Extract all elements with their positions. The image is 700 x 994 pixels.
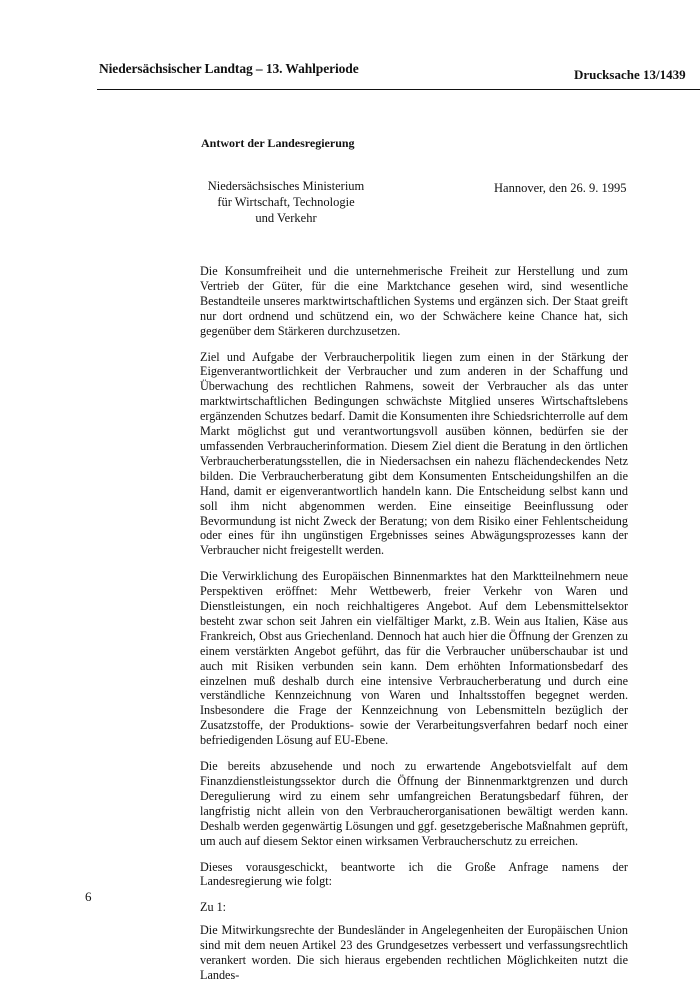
paragraph-5: Dieses vorausgeschickt, beantworte ich die Große Anfrage namens der Landesregierung wie folgt: bbox=[200, 859, 628, 889]
paragraph-3: Die Verwirklichung des Europäischen Binnenmarktes hat den Marktteilnehmern neue Perspektiven eröffnet: Mehr Wettbewerb, freier Verkehr von Waren und Dienstleistungen, ein noch reichhaltigeres Angebot. Auf dem Lebensmittelsektor besteht zwar schon seit Jahren ein vielfältiger Markt, z.B. Wein aus Italien, Käse aus Frankreich, Obst aus Griechenland. Dennoch hat auch hier die Öffnung der Grenzen zu einem verstärkten Angebot geführt, das für die Verbraucher unüberschaubar ist und auch mit Risiken verbunden sein kann. Dem erhöhten Informationsbedarf des einzelnen muß deshalb durch eine intensive Verbraucherberatung und durch eine verständliche Kennzeichnung von Waren und Inhaltsstoffen begegnet werden. Insbesondere die Frage der Kennzeichnung von Lebensmitteln bezüglich der Zusatzstoffe, der Produktions- sowie der Verarbeitungsverfahren bedarf noch einer befriedigenden Lösung auf EU-Ebene. bbox=[200, 569, 628, 748]
section-heading-zu-1: Zu 1: bbox=[200, 900, 227, 915]
paragraph-6: Die Mitwirkungsrechte der Bundesländer in Angelegenheiten der Europäischen Union sind mit dem neuen Artikel 23 des Grundgesetzes verbessert und verfassungsrechtlich verankert worden. Die sich hieraus ergebenden rechtlichen Möglichkeiten nutzt die Landes- bbox=[200, 923, 628, 982]
ministry-line-2: für Wirtschaft, Technologie bbox=[217, 195, 355, 209]
ministry-line-1: Niedersächsisches Ministerium bbox=[207, 179, 365, 193]
document-number: Drucksache 13/1439 bbox=[574, 67, 686, 82]
paragraph-4: Die bereits abzusehende und noch zu erwartende Angebotsvielfalt auf dem Finanzdienstleistungssektor durch die Öffnung der Binnenmarktgrenzen und durch Deregulierung wird zu einem sehr umfangreichen Beratungsbedarf führen, der langfristig nicht allein von den Verbraucherorganisationen bewältigt werden kann. Deshalb werden gegenwärtig Lösungen und ggf. gesetzgeberische Maßnahmen geprüft, um auch auf diesem Sektor einen wirksamen Verbraucherschutz zu erreichen. bbox=[200, 759, 628, 848]
page-number: 6 bbox=[85, 889, 92, 904]
header-divider bbox=[97, 89, 700, 90]
document-header-title: Niedersächsischer Landtag – 13. Wahlperiode bbox=[99, 61, 359, 76]
ministry-line-3: und Verkehr bbox=[255, 211, 317, 225]
place-and-date: Hannover, den 26. 9. 1995 bbox=[494, 181, 627, 195]
ministry-block bbox=[201, 178, 371, 226]
answer-heading: Antwort der Landesregierung bbox=[201, 136, 355, 150]
paragraph-1: Die Konsumfreiheit und die unternehmerische Freiheit zur Herstellung und zum Vertrieb der Güter, für die eine Marktchance gesehen wird, sind wesentliche Bestandteile unseres marktwirtschaftlichen Systems und ergänzen sich. Der Staat greift nur dort ordnend und schützend ein, wo der Schwächere keine Chance hat, sich gegenüber dem Stärkeren durchzusetzen. bbox=[200, 264, 628, 338]
body-text bbox=[200, 264, 628, 994]
paragraph-2: Ziel und Aufgabe der Verbraucherpolitik liegen zum einen in der Stärkung der Eigenverantwortlichkeit der Verbraucher und zum anderen in der Schaffung und Überwachung des rechtlichen Rahmens, soweit der Verbraucher als das unter marktwirtschaftlichen Bedingungen schwächste Mitglied unseres Wirtschaftslebens ergänzenden Schutzes bedarf. Damit die Konsumenten ihre Schiedsrichterrolle auf dem Markt möglichst gut und verantwortungsvoll ausüben können, bedürfen sie der umfassenden Verbraucherinformation. Diesem Ziel dient die Beratung in den örtlichen Verbraucherberatungsstellen, die in Niedersachsen ein nahezu flächendeckendes Netz bilden. Die Verbraucherberatung gibt dem Konsumenten Entscheidungshilfen an die Hand, damit er eigenverantwortlich handeln kann. Die Entscheidung selbst kann und soll ihm nicht abgenommen werden. Eine einseitige Beeinflussung oder Bevormundung ist nicht Zweck der Beratung; von dem Risiko einer Fehlentscheidung oder eines für ihn ungünstigen Ergebnisses seines Abwägungsprozesses kann der Verbraucher nicht freigestellt werden. bbox=[200, 349, 628, 558]
